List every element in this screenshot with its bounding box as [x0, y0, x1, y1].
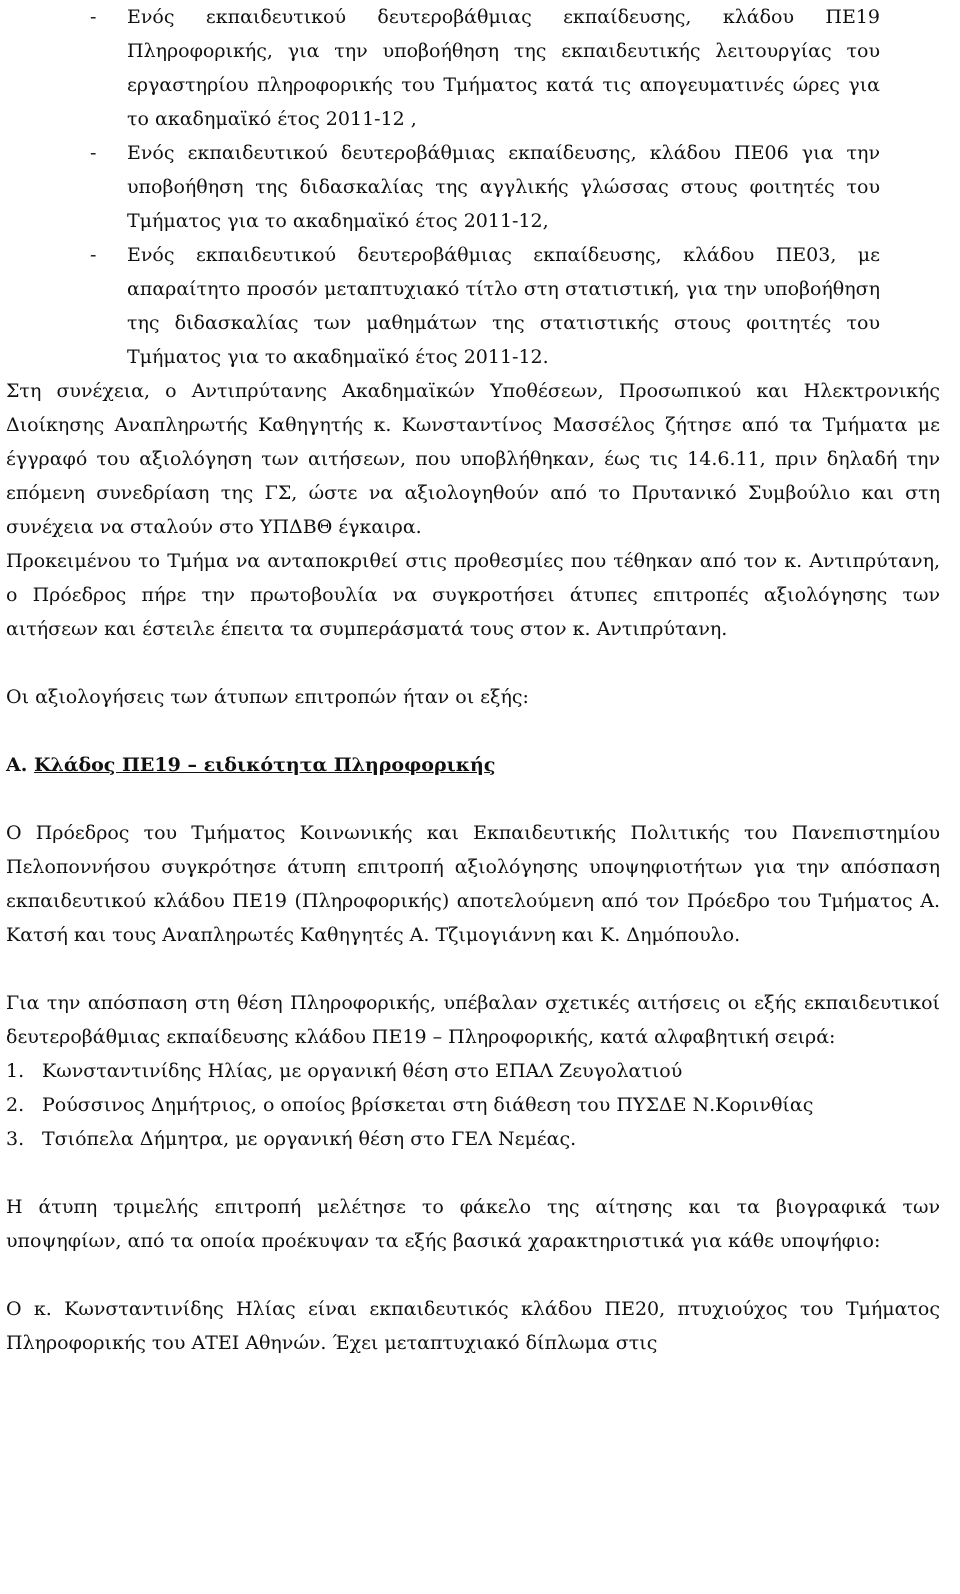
bullet-text: Ενός εκπαιδευτικού δευτεροβάθμιας εκπαίδευσης, κλάδου ΠΕ19 Πληροφορικής, για την υποβοήθηση της εκπαιδευτικής λειτουργίας του εργαστηρίου πληροφορικής του Τμήματος κατά τις απογευματινές ώρες για το ακαδημαϊκό έτος 2011-12 ,: [127, 6, 880, 130]
candidate-number: 1.: [6, 1060, 25, 1082]
candidate-text: Τσιόπελα Δήμητρα, με οργανική θέση στο ΓΕΛ Νεμέας.: [42, 1128, 577, 1150]
paragraph-applications-intro: Για την απόσπαση στη θέση Πληροφορικής, υπέβαλαν σχετικές αιτήσεις οι εξής εκπαιδευτικοί δευτεροβάθμιας εκπαίδευσης κλάδου ΠΕ19 – Πληροφορικής, κατά αλφαβητική σειρά:: [6, 992, 940, 1048]
candidate-text: Ρούσσινος Δημήτριος, ο οποίος βρίσκεται στη διάθεση του ΠΥΣΔΕ Ν.Κορινθίας: [42, 1094, 814, 1116]
paragraph-committee-study: Η άτυπη τριμελής επιτροπή μελέτησε το φάκελο της αίτησης και τα βιογραφικά των υποψηφίων, από τα οποία προέκυψαν τα εξής βασικά χαρακτηριστικά για κάθε υποψήφιο:: [6, 1196, 940, 1252]
spacer: [6, 782, 940, 816]
bullet-item-pe19: [6, 0, 880, 136]
section-heading-prefix: Α.: [6, 754, 34, 776]
paragraph-committee-formation: Ο Πρόεδρος του Τμήματος Κοινωνικής και Εκπαιδευτικής Πολιτικής του Πανεπιστημίου Πελοποννήσου συγκρότησε άτυπη επιτροπή αξιολόγησης υποψηφιοτήτων για την απόσπαση εκπαιδευτικού κλάδου ΠΕ19 (Πληροφορικής) αποτελούμενη από τον Πρόεδρο του Τμήματος Α. Κατσή και τους Αναπληρωτές Καθηγητές Α. Τζιμογιάννη και Κ. Δημόπουλο.: [6, 822, 940, 946]
bullet-item-pe03: [6, 238, 880, 374]
section-heading: [6, 748, 940, 782]
bullet-dash: -: [90, 6, 97, 28]
candidate-item: [6, 1054, 940, 1088]
document-page: [6, 0, 940, 1360]
spacer: [6, 646, 940, 680]
bullet-item-pe06: [6, 136, 880, 238]
bullet-dash: -: [90, 244, 97, 266]
bullet-text: Ενός εκπαιδευτικού δευτεροβάθμιας εκπαίδευσης, κλάδου ΠΕ03, με απαραίτητο προσόν μεταπτυχιακό τίτλο στη στατιστική, για την υποβοήθηση της διδασκαλίας των μαθημάτων της στατιστικής στους φοιτητές του Τμήματος για το ακαδημαϊκό έτος 2011-12.: [127, 244, 880, 368]
paragraph-candidate-1-profile: Ο κ. Κωνσταντινίδης Ηλίας είναι εκπαιδευτικός κλάδου ΠΕ20, πτυχιούχος του Τμήματος Πληροφορικής του ΑΤΕΙ Αθηνών. Έχει μεταπτυχιακό δίπλωμα στις: [6, 1298, 940, 1354]
paragraph-evaluations-intro: Οι αξιολογήσεις των άτυπων επιτροπών ήταν οι εξής:: [6, 686, 529, 708]
position-bullet-list: [6, 0, 880, 374]
spacer: [6, 714, 940, 748]
section-heading-title: Κλάδος ΠΕ19 – ειδικότητα Πληροφορικής: [33, 754, 496, 776]
candidate-text: Κωνσταντινίδης Ηλίας, με οργανική θέση στο ΕΠΑΛ Ζευγολατιού: [42, 1060, 683, 1082]
candidate-item: [6, 1088, 940, 1122]
spacer: [6, 1258, 940, 1292]
bullet-text: Ενός εκπαιδευτικού δευτεροβάθμιας εκπαίδευσης, κλάδου ΠΕ06 για την υποβοήθηση της διδασκαλίας της αγγλικής γλώσσας στους φοιτητές του Τμήματος για το ακαδημαϊκό έτος 2011-12,: [127, 142, 880, 232]
paragraph-committees: Προκειμένου το Τμήμα να ανταποκριθεί στις προθεσμίες που τέθηκαν από τον κ. Αντιπρύτανη, ο Πρόεδρος πήρε την πρωτοβουλία να συγκροτήσει άτυπες επιτροπές αξιολόγησης των αιτήσεων και έστειλε έπειτα τα συμπεράσματά τους στον κ. Αντιπρύτανη.: [6, 550, 940, 640]
candidate-number: 3.: [6, 1128, 25, 1150]
spacer: [6, 1156, 940, 1190]
candidate-list: [6, 1054, 940, 1156]
candidate-number: 2.: [6, 1094, 25, 1116]
spacer: [6, 952, 940, 986]
paragraph-vice-rector-request: Στη συνέχεια, ο Αντιπρύτανης Ακαδημαϊκών Υποθέσεων, Προσωπικού και Ηλεκτρονικής Διοίκησης Αναπληρωτής Καθηγητής κ. Κωνσταντίνος Μασσέλος ζήτησε από τα Τμήματα με έγγραφό του αξιολόγηση των αιτήσεων, που υποβλήθηκαν, έως τις 14.6.11, πριν δηλαδή την επόμενη συνεδρίαση της ΓΣ, ώστε να αξιολογηθούν από το Πρυτανικό Συμβούλιο και στη συνέχεια να σταλούν στο ΥΠΔΒΘ έγκαιρα.: [6, 380, 940, 538]
candidate-item: [6, 1122, 940, 1156]
bullet-dash: -: [90, 142, 97, 164]
